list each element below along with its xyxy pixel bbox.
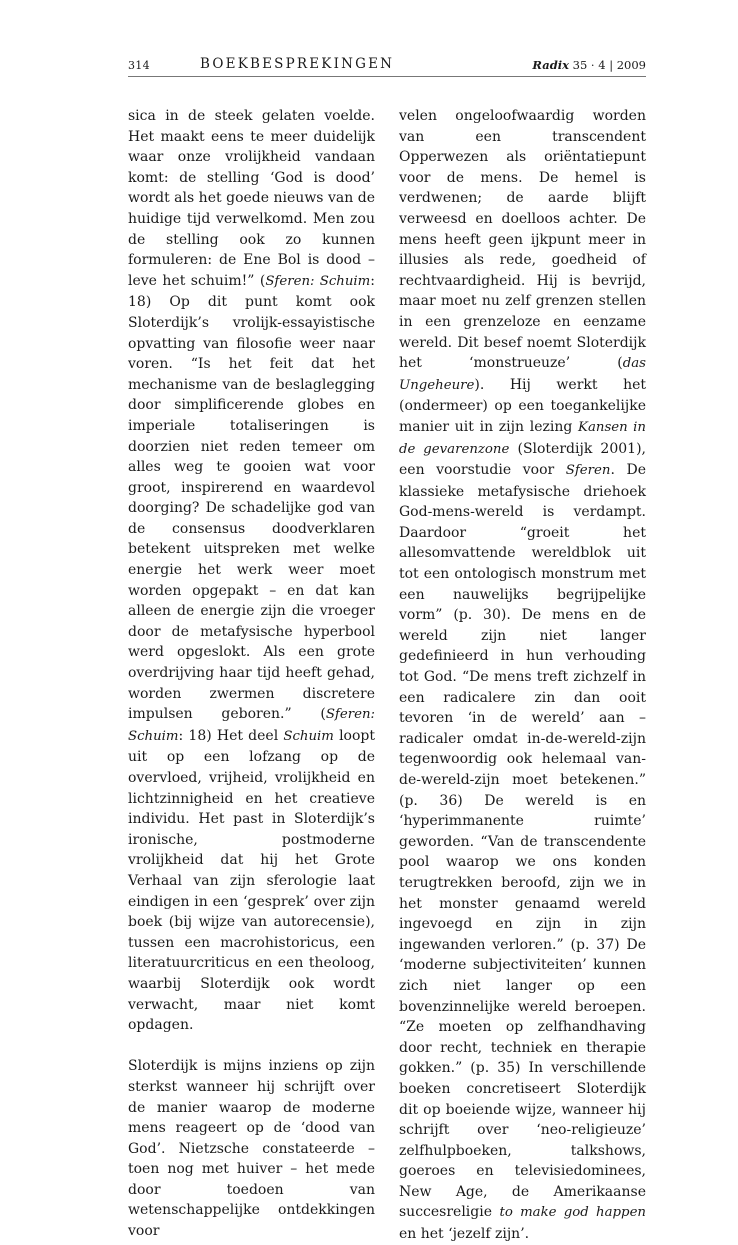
text-run: sica in de steek gelaten voelde. Het maakt eens te meer duidelijk waar onze vrolijkheid vandaan komt: de stelling ‘God is dood’ wordt als het goede nieuws van de huidige tijd verwelkomd. Men zou de stelling ook zo kunnen formuleren: de Ene Bol is dood – leve het schuim!” ( bbox=[128, 108, 375, 289]
running-header bbox=[128, 54, 646, 77]
journal-name: Radix bbox=[532, 58, 569, 72]
page-number: 314 bbox=[128, 59, 150, 72]
text-run: ). Hij werkt het (ondermeer) op een toegankelijke manier uit in zijn lezing bbox=[399, 376, 646, 435]
text-run: : 18) Op dit punt komt ook Sloterdijk’s vrolijk-essayistische opvatting van filosofie weer naar voren. “Is het feit dat het mechanisme van de beslaglegging door simplificerende globes en imperiale totaliseringen is doorzien niet reden temeer om alles weg te gooien wat voor groot, inspirerend en waardevol doorging? De schadelijke god van de consensus doodverklaren betekent uitspreken met welke energie het werk weer moet worden opgepakt – en dat kan alleen de energie zijn die vroeger door de metafysische hyperbool werd opgeslokt. Als een grote overdrijving haar tijd heeft gehad, worden zwermen discretere impulsen geboren.” ( bbox=[128, 272, 375, 723]
italic-title: Sferen: Schuim bbox=[128, 707, 375, 744]
text-run: . De klassieke metafysische driehoek God-mens-wereld is verdampt. Daardoor “groeit het allesomvattende wereldblok uit tot een ontologisch monstrum met een nauwelijks begrijpelijke vorm” (p. 30). De mens en de wereld zijn niet langer gedefinieerd in hun verhouding tot God. “De mens treft zichzelf in een radicalere zin dan ooit tevoren ‘in de wereld’ aan – radicaler omdat in-de-wereld-zijn tegenwoordig ook helemaal van-de-wereld-zijn moet betekenen.” (p. 36) De wereld is en ‘hyperimmanente ruimte’ geworden. “Van de transcendente pool waarop we ons konden terugtrekken beroofd, zijn we in het monster genaamd wereld ingevoegd en zijn in zijn ingewanden verloren.” (p. 37) De ‘moderne subjectiviteiten’ kunnen zich niet langer op een bovenzinnelijke wereld beroepen. “Ze moeten op zelfhandhaving door recht, techniek en therapie gokken.” (p. 35) In verschillende boeken concretiseert Sloterdijk dit op boeiende wijze, wanneer hij schrijft over ‘neo-religieuze’ zelfhulpboeken, talkshows, goeroes en televisiedominees, New Age, de Amerikaanse succesreligie bbox=[399, 462, 646, 1221]
right-column bbox=[399, 106, 646, 1245]
italic-term: to make god happen bbox=[499, 1205, 646, 1221]
italic-title: Sferen bbox=[565, 463, 611, 479]
text-run: loopt uit op een lofzang op de overvloed, vrijheid, vrolijkheid en lichtzinnigheid en het creatieve individu. Het past in Sloterdijk’s ironische, postmoderne vrolijkheid dat hij het Grote Verhaal van zijn sferologie laat eindigen in een ‘gesprek’ over zijn boek (bij wijze van autorecensie), tussen een macrohistoricus, een literatuurcriticus en een theoloog, waarbij Sloterdijk ook wordt verwacht, maar niet komt opdagen. bbox=[128, 727, 375, 1034]
italic-title: Schuim bbox=[283, 728, 334, 744]
left-paragraph-1 bbox=[128, 106, 375, 1036]
left-paragraph-2: Sloterdijk is mijns inziens op zijn sterkst wanneer hij schrijft over de manier waarop de moderne mens reageert op de ‘dood van God’. Nietzsche constateerde – toen nog met huiver – het mede door toedoen van wetenschappelijke ontdekkingen voor bbox=[128, 1058, 375, 1240]
text-run: : 18) Het deel bbox=[178, 727, 284, 744]
text-run: velen ongeloofwaardig worden van een transcendent Opperwezen als oriëntatiepunt voor de mens. De hemel is verdwenen; de aarde blijft verweesd en doelloos achter. De mens heeft geen ijkpunt meer in illusies als rede, goedheid of rechtvaardigheid. Hij is bevrijd, maar moet nu zelf grenzen stellen in een grenzeloze en eenzame wereld. Dit besef noemt Sloterdijk het ‘monstrueuze’ ( bbox=[399, 108, 646, 372]
journal-reference bbox=[532, 58, 646, 72]
text-run: en het ‘jezelf zijn’. bbox=[399, 1226, 530, 1243]
text-run: (Sloterdijk 2001), een voorstudie voor bbox=[399, 440, 646, 479]
section-title: BOEKBESPREKINGEN bbox=[200, 56, 395, 72]
italic-title: Sferen: Schuim bbox=[265, 273, 371, 289]
left-column bbox=[128, 106, 375, 1242]
italic-term: das Ungeheure bbox=[399, 356, 646, 393]
italic-title: Kansen in de gevarenzone bbox=[399, 419, 646, 457]
journal-issue: 35 · 4 | 2009 bbox=[572, 58, 646, 72]
right-paragraph-1 bbox=[399, 106, 646, 1245]
